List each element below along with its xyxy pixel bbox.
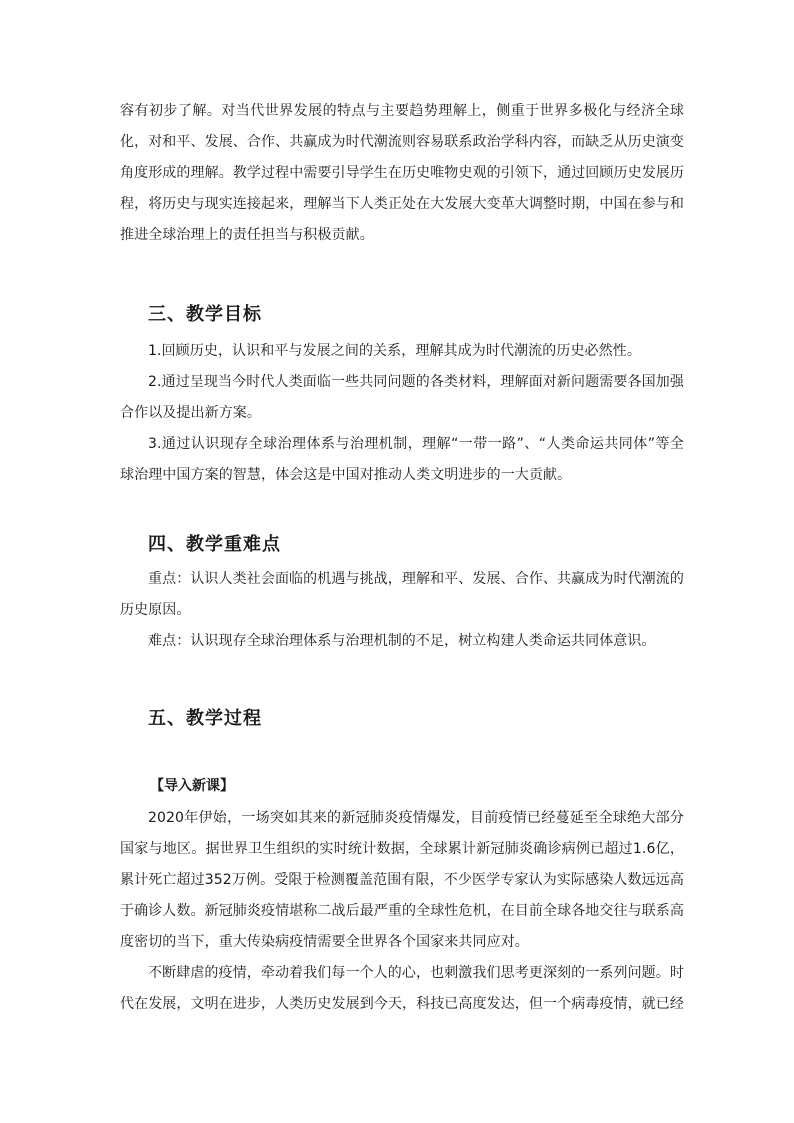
section-heading-objectives: 三、教学目标 bbox=[148, 304, 262, 325]
body-paragraph: 不断肆虐的疫情，牵动着我们每一个人的心，也刺激我们思考更深刻的一系列问题。时代在发展，文明在进步，人类历史发展到今天，科技已高度发达，但一个病毒疫情，就已经 bbox=[120, 965, 684, 1012]
section-heading-key-points: 四、教学重难点 bbox=[148, 534, 281, 555]
key-point-paragraph: 重点：认识人类社会面临的机遇与挑战，理解和平、发展、合作、共赢成为时代潮流的历史原因。 bbox=[120, 571, 684, 618]
section-heading-process: 五、教学过程 bbox=[148, 708, 262, 729]
objective-item: 1.回顾历史，认识和平与发展之间的关系，理解其成为时代潮流的历史必然性。 bbox=[148, 343, 641, 359]
objective-item: 3.通过认识现存全球治理体系与治理机制，理解“一带一路”、“人类命运共同体”等全球治理中国方案的智慧，体会这是中国对推动人类文明进步的一大贡献。 bbox=[120, 436, 684, 483]
intro-paragraph: 容有初步了解。对当代世界发展的特点与主要趋势理解上，侧重于世界多极化与经济全球化，对和平、发展、合作、共赢成为时代潮流则容易联系政治学科内容，而缺乏从历史演变角度形成的理解。教学过程中需要引导学生在历史唯物史观的引领下，通过回顾历史发展历程，将历史与现实连接起来，理解当下人类正处在大发展大变革大调整时期，中国在参与和推进全球治理上的责任担当与积极贡献。 bbox=[120, 103, 684, 243]
body-paragraph: 2020年伊始，一场突如其来的新冠肺炎疫情爆发，目前疫情已经蔓延至全球绝大部分国家与地区。据世界卫生组织的实时统计数据，全球累计新冠肺炎确诊病例已超过1.6亿，累计死亡超过352万例。受限于检测覆盖范围有限，不少医学专家认为实际感染人数远远高于确诊人数。新冠肺炎疫情堪称二战后最严重的全球性危机，在目前全球各地交往与联系高度密切的当下，重大传染病疫情需要全世界各个国家来共同应对。 bbox=[120, 810, 684, 950]
objective-item: 2.通过呈现当今时代人类面临一些共同问题的各类材料，理解面对新问题需要各国加强合作以及提出新方案。 bbox=[120, 374, 684, 421]
difficult-point-paragraph: 难点：认识现存全球治理体系与治理机制的不足，树立构建人类命运共同体意识。 bbox=[148, 633, 656, 649]
lesson-intro-subheading: 【导入新课】 bbox=[150, 778, 234, 794]
